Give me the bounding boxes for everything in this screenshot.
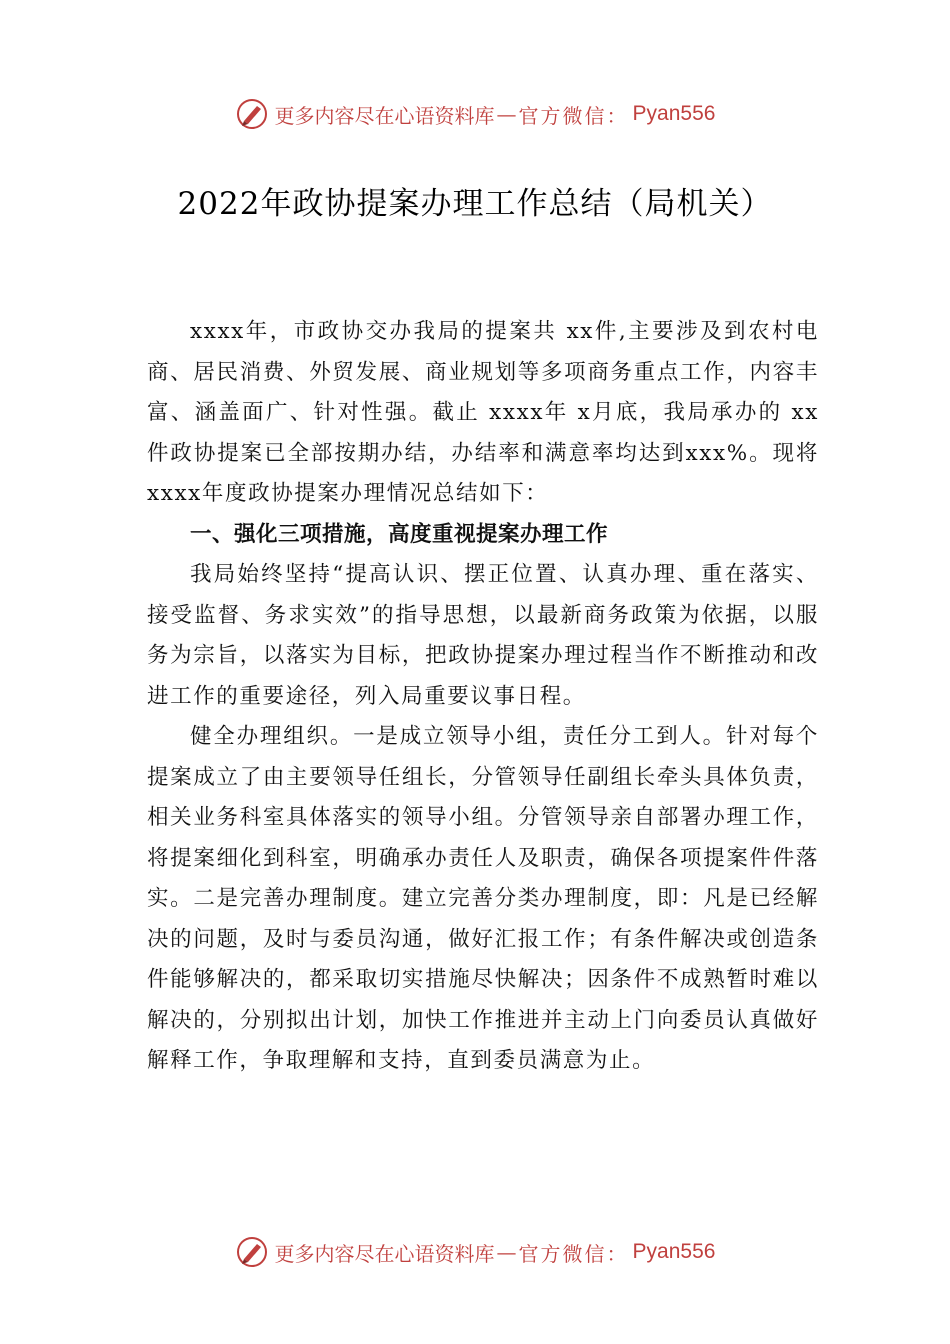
intro-paragraph: xxxx年，市政协交办我局的提案共 xx件,主要涉及到农村电商、居民消费、外贸发展、商业规划等多项商务重点工作，内容丰富、涵盖面广、针对性强。截止 xxxx年 x月底，我局承办的 xx 件政协提案已全部按期办结，办结率和满意率均达到xxx%。现将xxxx年度政协提案办理情况总结如下： [147,319,819,506]
banner-wechat-id: Pyan556 [632,102,716,125]
banner-wechat-label: 官方微信： [518,1241,629,1266]
pen-logo-icon [235,1235,269,1269]
document-title: 2022年政协提案办理工作总结（局机关） [177,186,773,222]
section-heading: 一、强化三项措施，高度重视提案办理工作 [190,521,609,547]
banner-dash: — [496,1240,517,1264]
banner-site-text: 更多内容尽在心语资料库 [274,1241,495,1266]
body-paragraph: 健全办理组织。一是成立领导小组，责任分工到人。针对每个提案成立了由主要领导任组长，分管领导任副组长牵头具体负责，相关业务科室具体落实的领导小组。分管领导亲自部署办理工作，将提案细化到科室，明确承办责任人及职责，确保各项提案件件落实。二是完善办理制度。建立完善分类办理制度，即：凡是已经解决的问题，及时与委员沟通，做好汇报工作；有条件解决或创造条件能够解决的，都采取切实措施尽快解决；因条件不成熟暂时难以解决的，分别拟出计划，加快工作推进并主动上门向委员认真做好解释工作，争取理解和支持，直到委员满意为止。 [147,724,819,1073]
pen-logo-icon [235,97,269,131]
banner-site-text: 更多内容尽在心语资料库 [274,103,495,128]
document-body [147,312,819,1082]
footer-banner [0,1232,950,1272]
banner-wechat-label: 官方微信： [518,103,629,128]
banner-dash: — [496,102,517,126]
banner-wechat-id: Pyan556 [632,1240,716,1263]
header-banner [0,94,950,134]
body-paragraph: 我局始终坚持“提高认识、摆正位置、认真办理、重在落实、接受监督、务求实效”的指导思想，以最新商务政策为依据，以服务为宗旨，以落实为目标，把政协提案办理过程当作不断推动和改进工作的重要途径，列入局重要议事日程。 [147,562,819,709]
